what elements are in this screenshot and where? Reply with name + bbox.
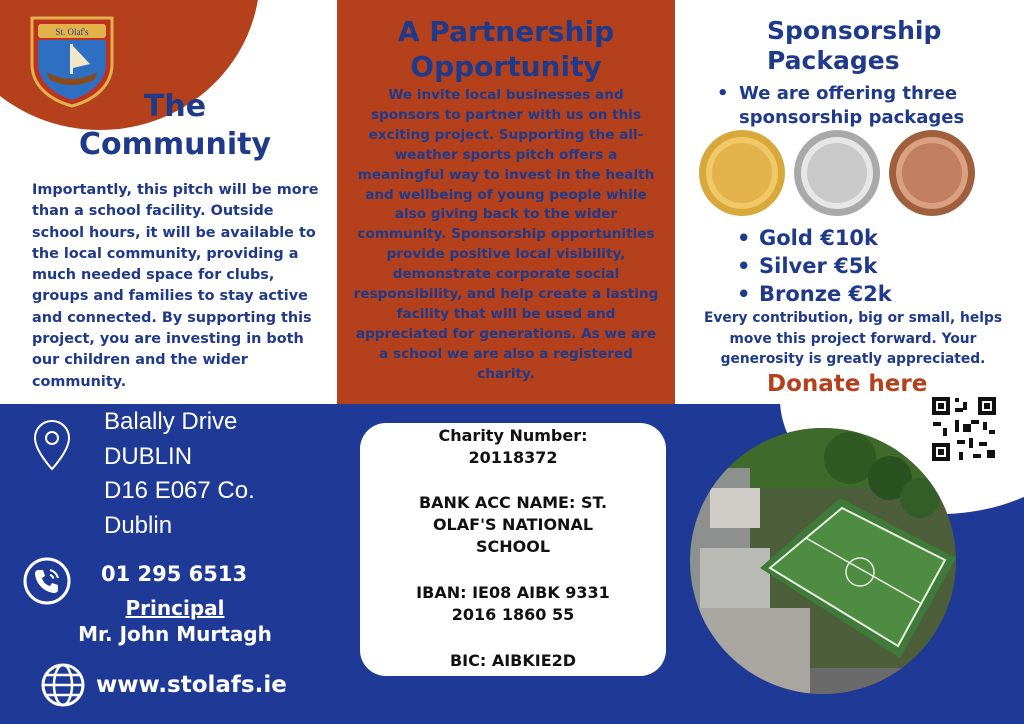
account-name-line: SCHOOL <box>475 537 551 556</box>
sponsorship-panel <box>675 0 1024 404</box>
address-line: D16 E067 Co. <box>104 477 255 504</box>
iban-line: IBAN: IE08 AIBK 9331 <box>416 583 610 602</box>
tier-silver: • Silver €5k <box>737 254 878 278</box>
principal-label: Principal <box>125 596 225 620</box>
bullet-icon: • <box>717 83 729 104</box>
bullet-icon: • <box>737 254 751 278</box>
principal-name: Mr. John Murtagh <box>78 622 272 646</box>
gold-medal-icon <box>697 128 787 218</box>
contribution-note: Every contribution, big or small, helps move this project forward. Your generosity is greatly appreciated. <box>703 310 1003 368</box>
account-name-line: BANK ACC NAME: ST. <box>418 493 608 512</box>
address-line: Dublin <box>104 511 173 539</box>
phone-number[interactable]: 01 295 6513 <box>101 562 248 586</box>
charity-number-label: Charity Number: <box>438 426 588 445</box>
partnership-title: A Partnership Opportunity <box>397 15 615 83</box>
partnership-body: We invite local businesses and sponsors to partner with us on this exciting project. Supporting the all-weather sports pitch offers a meaningful way to invest in the health and wellbeing of young people while also giving back to the wider community. Sponsorship opportunities provide positive local visibility, demonstrate corporate social responsibility, and help create a lasting facility that will be used and appreciated for generations. As we are a school we are also a registered charity. <box>353 87 659 382</box>
bullet-icon: • <box>737 282 751 306</box>
sponsorship-title: Sponsorship Packages <box>767 16 942 75</box>
bronze-medal-icon <box>887 128 977 218</box>
bank-details-card <box>360 423 666 676</box>
address-line: DUBLIN <box>104 442 193 470</box>
iban-line: 2016 1860 55 <box>451 605 575 624</box>
community-panel <box>0 0 337 404</box>
community-title: The Community <box>78 89 272 162</box>
address-line: Balally Drive <box>104 408 238 435</box>
tier-gold: • Gold €10k <box>737 226 879 250</box>
sponsorship-intro: • We are offering three sponsorship packages <box>717 83 965 128</box>
svg-text:St. Olaf's: St. Olaf's <box>55 27 89 37</box>
account-name-line: OLAF'S NATIONAL <box>432 515 594 534</box>
location-pin-icon <box>32 419 72 471</box>
partnership-panel <box>337 0 675 404</box>
bullet-icon: • <box>737 226 751 250</box>
pitch-aerial-photo <box>690 428 956 694</box>
address-block <box>104 405 255 543</box>
tier-bronze: • Bronze €2k <box>737 282 892 306</box>
bic-line: BIC: AIBKIE2D <box>449 651 577 670</box>
qr-code-icon[interactable] <box>929 394 999 464</box>
website-link[interactable]: www.stolafs.ie <box>96 672 287 698</box>
tier-list <box>737 224 892 308</box>
charity-number-value: 20118372 <box>468 448 558 467</box>
medals-row <box>697 128 1017 220</box>
community-body: Importantly, this pitch will be more than a school facility. Outside school hours, it will be available to the local community, providing a much needed space for clubs, groups and families to stay active and connected. By supporting this project, you are investing in both our children and the wider community. <box>32 182 319 390</box>
silver-medal-icon <box>792 128 882 218</box>
donate-link[interactable]: Donate here <box>767 371 928 397</box>
globe-icon <box>40 662 86 708</box>
